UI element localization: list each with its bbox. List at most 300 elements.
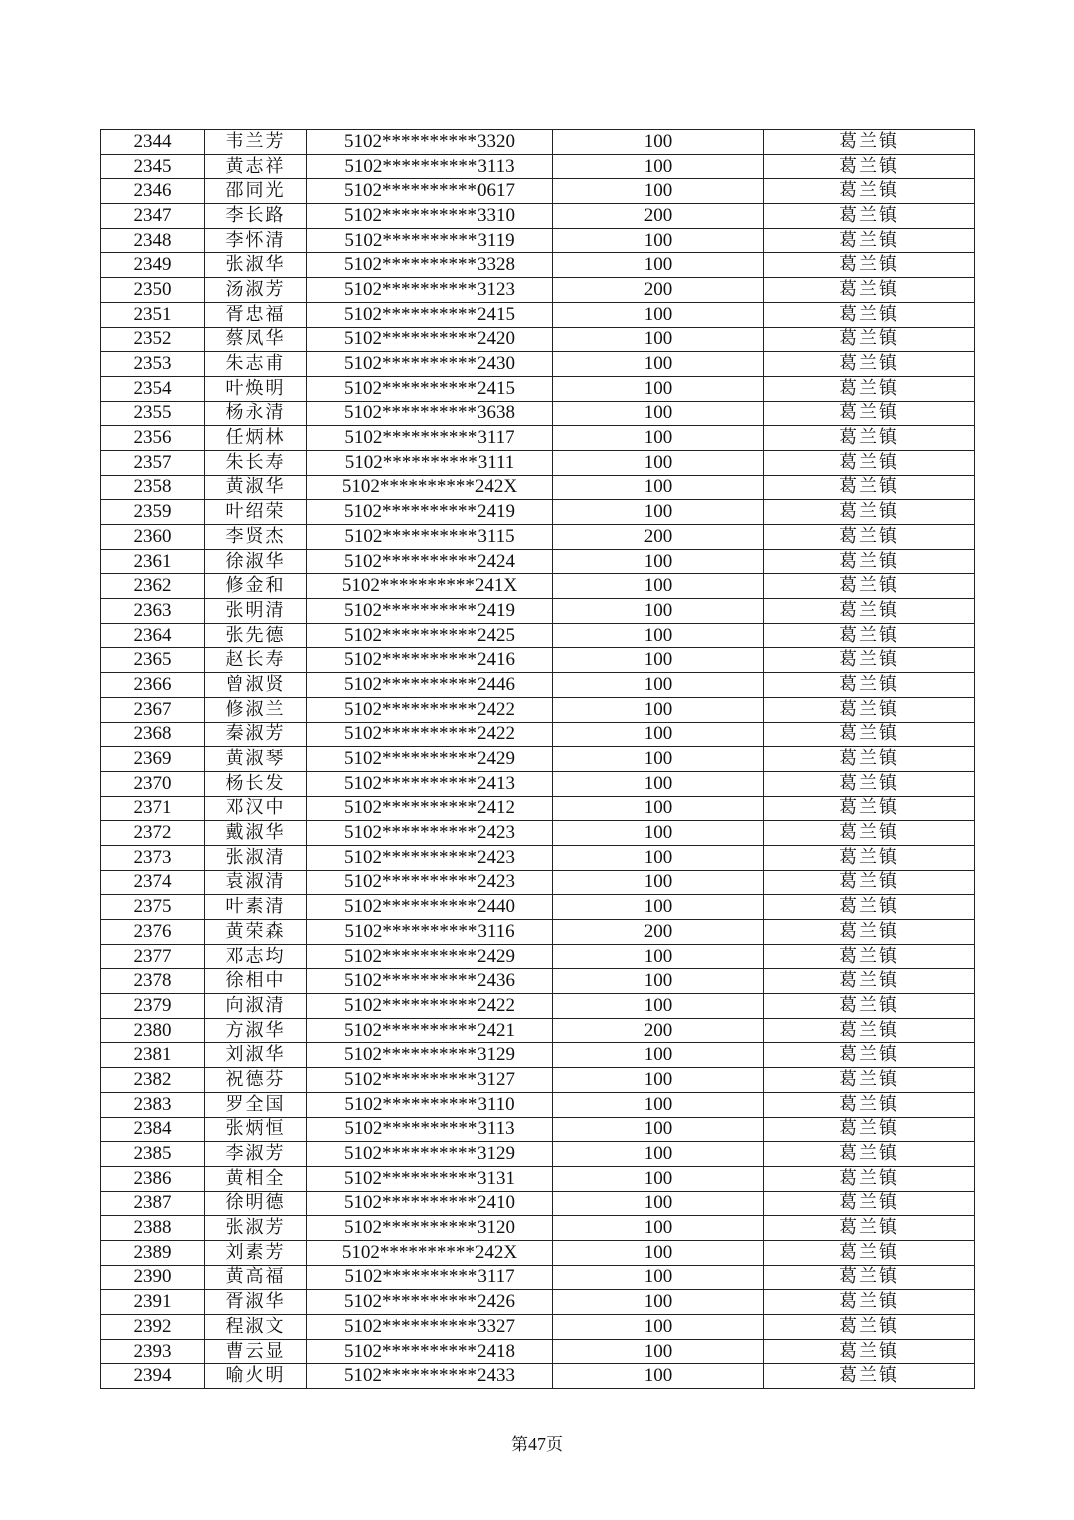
id-number-cell: 5102**********2422 (307, 994, 553, 1019)
table-row (101, 376, 975, 401)
id-number-cell: 5102**********3129 (307, 1142, 553, 1167)
amount-cell: 100 (553, 352, 764, 377)
row-number-cell: 2388 (101, 1216, 205, 1241)
row-number-cell: 2368 (101, 722, 205, 747)
id-number-cell: 5102**********3110 (307, 1092, 553, 1117)
id-number-cell: 5102**********2429 (307, 747, 553, 772)
town-cell: 葛兰镇 (764, 253, 975, 278)
page-footer (0, 1430, 1074, 1455)
name-cell: 黄高福 (205, 1265, 307, 1290)
town-cell: 葛兰镇 (764, 376, 975, 401)
row-number-cell: 2357 (101, 450, 205, 475)
town-cell: 葛兰镇 (764, 969, 975, 994)
name-cell: 张炳恒 (205, 1117, 307, 1142)
row-number-cell: 2385 (101, 1142, 205, 1167)
town-cell: 葛兰镇 (764, 1142, 975, 1167)
id-number-cell: 5102**********3113 (307, 1117, 553, 1142)
name-cell: 刘淑华 (205, 1043, 307, 1068)
name-cell: 修金和 (205, 574, 307, 599)
name-cell: 张先德 (205, 623, 307, 648)
row-number-cell: 2383 (101, 1092, 205, 1117)
table-row (101, 623, 975, 648)
name-cell: 叶素清 (205, 895, 307, 920)
name-cell: 汤淑芳 (205, 278, 307, 303)
town-cell: 葛兰镇 (764, 944, 975, 969)
amount-cell: 100 (553, 697, 764, 722)
town-cell: 葛兰镇 (764, 1339, 975, 1364)
town-cell: 葛兰镇 (764, 1364, 975, 1389)
table-row (101, 1043, 975, 1068)
amount-cell: 100 (553, 1265, 764, 1290)
town-cell: 葛兰镇 (764, 1265, 975, 1290)
amount-cell: 100 (553, 1216, 764, 1241)
id-number-cell: 5102**********2425 (307, 623, 553, 648)
amount-cell: 100 (553, 1068, 764, 1093)
row-number-cell: 2358 (101, 475, 205, 500)
amount-cell: 100 (553, 1364, 764, 1389)
id-number-cell: 5102**********2419 (307, 500, 553, 525)
amount-cell: 100 (553, 747, 764, 772)
amount-cell: 100 (553, 500, 764, 525)
town-cell: 葛兰镇 (764, 1043, 975, 1068)
row-number-cell: 2344 (101, 130, 205, 155)
name-cell: 张淑华 (205, 253, 307, 278)
table-row (101, 500, 975, 525)
row-number-cell: 2359 (101, 500, 205, 525)
row-number-cell: 2382 (101, 1068, 205, 1093)
name-cell: 叶焕明 (205, 376, 307, 401)
row-number-cell: 2364 (101, 623, 205, 648)
row-number-cell: 2391 (101, 1290, 205, 1315)
row-number-cell: 2356 (101, 426, 205, 451)
page-number: 47 (528, 1434, 546, 1454)
amount-cell: 100 (553, 130, 764, 155)
page-label-suffix: 页 (546, 1435, 563, 1455)
town-cell: 葛兰镇 (764, 1018, 975, 1043)
table-row (101, 895, 975, 920)
table-row (101, 1216, 975, 1241)
town-cell: 葛兰镇 (764, 673, 975, 698)
name-cell: 李长路 (205, 204, 307, 229)
town-cell: 葛兰镇 (764, 697, 975, 722)
amount-cell: 100 (553, 228, 764, 253)
id-number-cell: 5102**********2440 (307, 895, 553, 920)
table-row (101, 426, 975, 451)
table-row (101, 1364, 975, 1389)
id-number-cell: 5102**********3328 (307, 253, 553, 278)
row-number-cell: 2361 (101, 549, 205, 574)
town-cell: 葛兰镇 (764, 1166, 975, 1191)
amount-cell: 100 (553, 994, 764, 1019)
row-number-cell: 2371 (101, 796, 205, 821)
name-cell: 叶绍荣 (205, 500, 307, 525)
town-cell: 葛兰镇 (764, 722, 975, 747)
town-cell: 葛兰镇 (764, 599, 975, 624)
table-row (101, 253, 975, 278)
id-number-cell: 5102**********3131 (307, 1166, 553, 1191)
town-cell: 葛兰镇 (764, 648, 975, 673)
table-row (101, 920, 975, 945)
name-cell: 喻火明 (205, 1364, 307, 1389)
amount-cell: 100 (553, 1166, 764, 1191)
roster-table (100, 129, 975, 1389)
id-number-cell: 5102**********3120 (307, 1216, 553, 1241)
town-cell: 葛兰镇 (764, 821, 975, 846)
row-number-cell: 2373 (101, 845, 205, 870)
table-row (101, 845, 975, 870)
town-cell: 葛兰镇 (764, 154, 975, 179)
row-number-cell: 2390 (101, 1265, 205, 1290)
row-number-cell: 2345 (101, 154, 205, 179)
name-cell: 张淑芳 (205, 1216, 307, 1241)
amount-cell: 100 (553, 722, 764, 747)
row-number-cell: 2365 (101, 648, 205, 673)
table-row (101, 747, 975, 772)
table-row (101, 1092, 975, 1117)
town-cell: 葛兰镇 (764, 920, 975, 945)
amount-cell: 100 (553, 1092, 764, 1117)
id-number-cell: 5102**********2423 (307, 870, 553, 895)
id-number-cell: 5102**********3117 (307, 1265, 553, 1290)
name-cell: 祝德芬 (205, 1068, 307, 1093)
town-cell: 葛兰镇 (764, 623, 975, 648)
town-cell: 葛兰镇 (764, 1117, 975, 1142)
row-number-cell: 2353 (101, 352, 205, 377)
amount-cell: 100 (553, 895, 764, 920)
row-number-cell: 2370 (101, 771, 205, 796)
name-cell: 罗全国 (205, 1092, 307, 1117)
town-cell: 葛兰镇 (764, 1240, 975, 1265)
table-row (101, 1068, 975, 1093)
id-number-cell: 5102**********3327 (307, 1315, 553, 1340)
amount-cell: 100 (553, 673, 764, 698)
table-row (101, 1191, 975, 1216)
table-row (101, 944, 975, 969)
town-cell: 葛兰镇 (764, 771, 975, 796)
table-row (101, 821, 975, 846)
table-row (101, 969, 975, 994)
row-number-cell: 2384 (101, 1117, 205, 1142)
table-row (101, 1339, 975, 1364)
town-cell: 葛兰镇 (764, 895, 975, 920)
table-row (101, 994, 975, 1019)
town-cell: 葛兰镇 (764, 1290, 975, 1315)
row-number-cell: 2375 (101, 895, 205, 920)
row-number-cell: 2355 (101, 401, 205, 426)
name-cell: 黄荣森 (205, 920, 307, 945)
row-number-cell: 2346 (101, 179, 205, 204)
amount-cell: 100 (553, 549, 764, 574)
town-cell: 葛兰镇 (764, 1216, 975, 1241)
table-row (101, 1265, 975, 1290)
name-cell: 徐明德 (205, 1191, 307, 1216)
row-number-cell: 2389 (101, 1240, 205, 1265)
roster-table-body (101, 130, 975, 1389)
table-row (101, 278, 975, 303)
id-number-cell: 5102**********2421 (307, 1018, 553, 1043)
table-row (101, 302, 975, 327)
id-number-cell: 5102**********3117 (307, 426, 553, 451)
row-number-cell: 2386 (101, 1166, 205, 1191)
amount-cell: 100 (553, 1240, 764, 1265)
town-cell: 葛兰镇 (764, 1191, 975, 1216)
id-number-cell: 5102**********3129 (307, 1043, 553, 1068)
table-row (101, 204, 975, 229)
id-number-cell: 5102**********241X (307, 574, 553, 599)
amount-cell: 100 (553, 648, 764, 673)
table-row (101, 1240, 975, 1265)
name-cell: 韦兰芳 (205, 130, 307, 155)
table-row (101, 228, 975, 253)
id-number-cell: 5102**********2419 (307, 599, 553, 624)
town-cell: 葛兰镇 (764, 1068, 975, 1093)
name-cell: 刘素芳 (205, 1240, 307, 1265)
name-cell: 邓汉中 (205, 796, 307, 821)
name-cell: 曾淑贤 (205, 673, 307, 698)
id-number-cell: 5102**********2416 (307, 648, 553, 673)
row-number-cell: 2363 (101, 599, 205, 624)
table-row (101, 525, 975, 550)
id-number-cell: 5102**********2446 (307, 673, 553, 698)
page-label-prefix: 第 (511, 1435, 528, 1455)
town-cell: 葛兰镇 (764, 130, 975, 155)
id-number-cell: 5102**********3113 (307, 154, 553, 179)
id-number-cell: 5102**********2429 (307, 944, 553, 969)
amount-cell: 100 (553, 450, 764, 475)
name-cell: 邵同光 (205, 179, 307, 204)
town-cell: 葛兰镇 (764, 450, 975, 475)
id-number-cell: 5102**********3310 (307, 204, 553, 229)
id-number-cell: 5102**********2415 (307, 376, 553, 401)
row-number-cell: 2393 (101, 1339, 205, 1364)
id-number-cell: 5102**********3115 (307, 525, 553, 550)
town-cell: 葛兰镇 (764, 401, 975, 426)
name-cell: 修淑兰 (205, 697, 307, 722)
id-number-cell: 5102**********2422 (307, 722, 553, 747)
id-number-cell: 5102**********0617 (307, 179, 553, 204)
table-row (101, 1166, 975, 1191)
name-cell: 蔡凤华 (205, 327, 307, 352)
id-number-cell: 5102**********3116 (307, 920, 553, 945)
amount-cell: 100 (553, 253, 764, 278)
amount-cell: 200 (553, 204, 764, 229)
amount-cell: 100 (553, 845, 764, 870)
town-cell: 葛兰镇 (764, 327, 975, 352)
row-number-cell: 2374 (101, 870, 205, 895)
name-cell: 方淑华 (205, 1018, 307, 1043)
amount-cell: 200 (553, 1018, 764, 1043)
id-number-cell: 5102**********3127 (307, 1068, 553, 1093)
table-row (101, 1018, 975, 1043)
row-number-cell: 2392 (101, 1315, 205, 1340)
table-row (101, 697, 975, 722)
name-cell: 李淑芳 (205, 1142, 307, 1167)
id-number-cell: 5102**********2412 (307, 796, 553, 821)
town-cell: 葛兰镇 (764, 747, 975, 772)
amount-cell: 100 (553, 401, 764, 426)
roster-table-container (100, 129, 974, 1389)
id-number-cell: 5102**********2422 (307, 697, 553, 722)
name-cell: 徐相中 (205, 969, 307, 994)
table-row (101, 796, 975, 821)
id-number-cell: 5102**********2415 (307, 302, 553, 327)
name-cell: 程淑文 (205, 1315, 307, 1340)
table-row (101, 599, 975, 624)
name-cell: 朱长寿 (205, 450, 307, 475)
row-number-cell: 2351 (101, 302, 205, 327)
amount-cell: 100 (553, 154, 764, 179)
amount-cell: 200 (553, 920, 764, 945)
town-cell: 葛兰镇 (764, 549, 975, 574)
town-cell: 葛兰镇 (764, 352, 975, 377)
id-number-cell: 5102**********3320 (307, 130, 553, 155)
amount-cell: 100 (553, 969, 764, 994)
row-number-cell: 2366 (101, 673, 205, 698)
table-row (101, 327, 975, 352)
name-cell: 邓志均 (205, 944, 307, 969)
name-cell: 黄志祥 (205, 154, 307, 179)
row-number-cell: 2349 (101, 253, 205, 278)
name-cell: 黄淑琴 (205, 747, 307, 772)
town-cell: 葛兰镇 (764, 1092, 975, 1117)
row-number-cell: 2380 (101, 1018, 205, 1043)
id-number-cell: 5102**********242X (307, 475, 553, 500)
row-number-cell: 2360 (101, 525, 205, 550)
id-number-cell: 5102**********2424 (307, 549, 553, 574)
amount-cell: 100 (553, 327, 764, 352)
amount-cell: 100 (553, 1315, 764, 1340)
amount-cell: 100 (553, 1339, 764, 1364)
row-number-cell: 2378 (101, 969, 205, 994)
table-row (101, 179, 975, 204)
amount-cell: 200 (553, 278, 764, 303)
name-cell: 杨永清 (205, 401, 307, 426)
table-row (101, 574, 975, 599)
town-cell: 葛兰镇 (764, 500, 975, 525)
row-number-cell: 2350 (101, 278, 205, 303)
name-cell: 胥忠福 (205, 302, 307, 327)
row-number-cell: 2394 (101, 1364, 205, 1389)
amount-cell: 100 (553, 574, 764, 599)
amount-cell: 100 (553, 771, 764, 796)
amount-cell: 100 (553, 623, 764, 648)
id-number-cell: 5102**********2433 (307, 1364, 553, 1389)
id-number-cell: 5102**********2423 (307, 845, 553, 870)
amount-cell: 100 (553, 1290, 764, 1315)
row-number-cell: 2376 (101, 920, 205, 945)
town-cell: 葛兰镇 (764, 475, 975, 500)
row-number-cell: 2387 (101, 1191, 205, 1216)
name-cell: 徐淑华 (205, 549, 307, 574)
town-cell: 葛兰镇 (764, 845, 975, 870)
id-number-cell: 5102**********3111 (307, 450, 553, 475)
amount-cell: 100 (553, 1117, 764, 1142)
row-number-cell: 2347 (101, 204, 205, 229)
amount-cell: 100 (553, 1191, 764, 1216)
row-number-cell: 2369 (101, 747, 205, 772)
row-number-cell: 2367 (101, 697, 205, 722)
town-cell: 葛兰镇 (764, 870, 975, 895)
id-number-cell: 5102**********2426 (307, 1290, 553, 1315)
amount-cell: 100 (553, 475, 764, 500)
table-row (101, 1290, 975, 1315)
name-cell: 袁淑清 (205, 870, 307, 895)
amount-cell: 100 (553, 179, 764, 204)
table-row (101, 648, 975, 673)
amount-cell: 100 (553, 1043, 764, 1068)
town-cell: 葛兰镇 (764, 278, 975, 303)
table-row (101, 130, 975, 155)
row-number-cell: 2379 (101, 994, 205, 1019)
amount-cell: 200 (553, 525, 764, 550)
amount-cell: 100 (553, 821, 764, 846)
amount-cell: 100 (553, 376, 764, 401)
id-number-cell: 5102**********2430 (307, 352, 553, 377)
name-cell: 秦淑芳 (205, 722, 307, 747)
row-number-cell: 2377 (101, 944, 205, 969)
table-row (101, 1142, 975, 1167)
town-cell: 葛兰镇 (764, 302, 975, 327)
town-cell: 葛兰镇 (764, 796, 975, 821)
table-row (101, 870, 975, 895)
id-number-cell: 5102**********2436 (307, 969, 553, 994)
table-row (101, 1315, 975, 1340)
amount-cell: 100 (553, 302, 764, 327)
name-cell: 赵长寿 (205, 648, 307, 673)
id-number-cell: 5102**********3119 (307, 228, 553, 253)
amount-cell: 100 (553, 796, 764, 821)
table-row (101, 352, 975, 377)
amount-cell: 100 (553, 870, 764, 895)
name-cell: 曹云显 (205, 1339, 307, 1364)
table-row (101, 722, 975, 747)
row-number-cell: 2354 (101, 376, 205, 401)
table-row (101, 771, 975, 796)
name-cell: 向淑清 (205, 994, 307, 1019)
row-number-cell: 2362 (101, 574, 205, 599)
town-cell: 葛兰镇 (764, 204, 975, 229)
table-row (101, 401, 975, 426)
id-number-cell: 5102**********2413 (307, 771, 553, 796)
name-cell: 黄淑华 (205, 475, 307, 500)
row-number-cell: 2352 (101, 327, 205, 352)
name-cell: 胥淑华 (205, 1290, 307, 1315)
town-cell: 葛兰镇 (764, 426, 975, 451)
id-number-cell: 5102**********2420 (307, 327, 553, 352)
name-cell: 杨长发 (205, 771, 307, 796)
amount-cell: 100 (553, 426, 764, 451)
amount-cell: 100 (553, 599, 764, 624)
name-cell: 任炳林 (205, 426, 307, 451)
town-cell: 葛兰镇 (764, 179, 975, 204)
town-cell: 葛兰镇 (764, 574, 975, 599)
id-number-cell: 5102**********3638 (307, 401, 553, 426)
id-number-cell: 5102**********242X (307, 1240, 553, 1265)
name-cell: 戴淑华 (205, 821, 307, 846)
town-cell: 葛兰镇 (764, 525, 975, 550)
id-number-cell: 5102**********2423 (307, 821, 553, 846)
name-cell: 张明清 (205, 599, 307, 624)
id-number-cell: 5102**********2410 (307, 1191, 553, 1216)
row-number-cell: 2372 (101, 821, 205, 846)
amount-cell: 100 (553, 1142, 764, 1167)
table-row (101, 154, 975, 179)
name-cell: 李贤杰 (205, 525, 307, 550)
town-cell: 葛兰镇 (764, 1315, 975, 1340)
table-row (101, 1117, 975, 1142)
name-cell: 张淑清 (205, 845, 307, 870)
table-row (101, 450, 975, 475)
